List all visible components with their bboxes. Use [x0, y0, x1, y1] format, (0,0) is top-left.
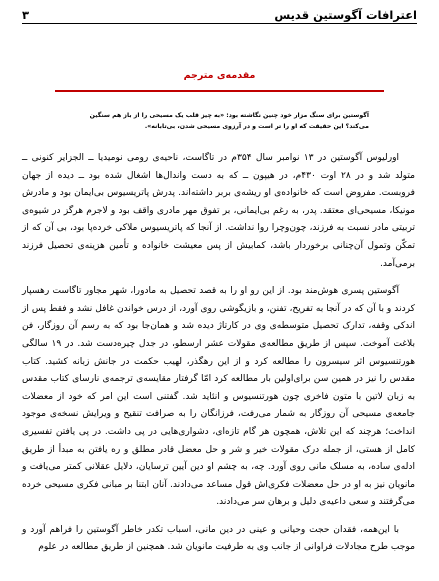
paragraph: آگوستین پسری هوش‌مند بود. از این رو او را به قصد تحصیل به مادورا، شهر مجاور تاگاست رهسپار کردند و با آن که در آنجا به تفریح، تفنن، و بازیگوشی روی آورد، از درس خواندن غافل نشد و فقط پس از اندکی وقفه، تدارک تحصیل متوسطه‌ی وی در کارتاژ دیده شد و همان‌جا بود که به رسم آن روزگار، فن بلاغت آموخت. سپس از طریق مطالعه‌ی مقولات عشر ارسطو، در جدل چیره‌دست شد. در ۱۹ سالگی هورتنسیوس اثر سیسرون را مطالعه کرد و از این رهگذر، لهیب حکمت در جانش زبانه کشید. کتاب مقدس را نیز در همین سن برای‌اولین بار مطالعه کرد امّا گرفتار مقایسه‌ی ترجمه‌ی نارسای کتاب مقدس به زبان لاتین با متون فاخری چون هورتنسیوس و انئاید شد. گفتنی است این امر که خود از معضلات جامعه‌ی مسیحی آن روزگار به شمار می‌رفت، فرزانگان را به صرافت تنقیح و ویرایش نسخه‌ی موجود انداخت؛ هرچند که این تلاش، همچون هر گام تازه‌ای، دشواری‌هایی در پی داشت. در پی یافتن تفسیری کامل از هستی، از جمله درک مقولات خیر و شر و حل معضل قادر مطلق و ره یافتن به مبدأ از طریق ادله‌ی ساده، به مسلک مانی روی آورد. چه، به چشم او دین آیین ترسایان، دلایل عقلانی کمتر می‌یافت و مانویان نیز به او در حل معضلات فکری‌اش قول مساعد می‌دادند. آنان ابتنا بر مبانی فکری مسیحی خرده می‌گرفتند و سعی داعیه‌ی دلیل و برهان سر می‌دادند.	[22, 286, 415, 508]
section-title-divider	[55, 90, 384, 92]
header-page-number: ۳	[22, 8, 30, 22]
header-divider	[22, 23, 417, 24]
header-book-title: اعترافات آگوستین قدیس	[274, 8, 417, 22]
section-title: مقدمه‌ی مترجم	[183, 70, 256, 81]
body-text	[22, 150, 415, 557]
running-header	[22, 6, 417, 24]
paragraph: اورلیوس آگوستین در ۱۳ نوامبر سال ۳۵۴م در تاگاست، ناحیه‌ی رومی نومیدیا ــ الجزایر کنونی ــ متولد شد و در ۲۸ اوت ۴۳۰م، در هیپون ــ که به دست واندال‌ها اشغال شده بود ــ دیده از جهان فروبست. مفروض است که خانواده‌ی او ریشه‌ی بربر داشته‌اند. پدرش پاتریسیوس بی‌ایمان بود و مادرش مونیکا، مسیحی‌ای معتقد. پدر، به رغم بی‌ایمانی، بر تفوق مهر مادری واقف بود و لاجرم هرگز در شیوه‌ی تربیتی مادر نسبت به فرزند، چون‌وچرا روا نداشت. از آنجا که پاتریسیوس ملاکی خرده‌پا بود، بی آن که از تمکّن وتمول آن‌چنانی برخوردار باشد، کمابیش از پس معیشت خانواده و تأمین هزینه‌ی تحصیل فرزند برمی‌آمد.	[22, 153, 415, 269]
paragraph: با این‌همه، فقدان حجت وحیانی و عینی در دین مانی، اسباب تکدر خاطر آگوستین را فراهم آورد و موجب طرح مجادلات فراوانی از جانب وی به طرفیت مانویان شد. همچنین از طریق مطالعه در علوم	[22, 524, 415, 553]
epigraph: آگوستین برای سنگ مزار خود چنین نگاشته بود: «به چیز قلب یک مسیحی را از باز هم سنگین می‌کند؟ این حقیقت که او را تر است و در آرزوی مسیحی شدن، بی‌تابانه».	[89, 112, 369, 130]
